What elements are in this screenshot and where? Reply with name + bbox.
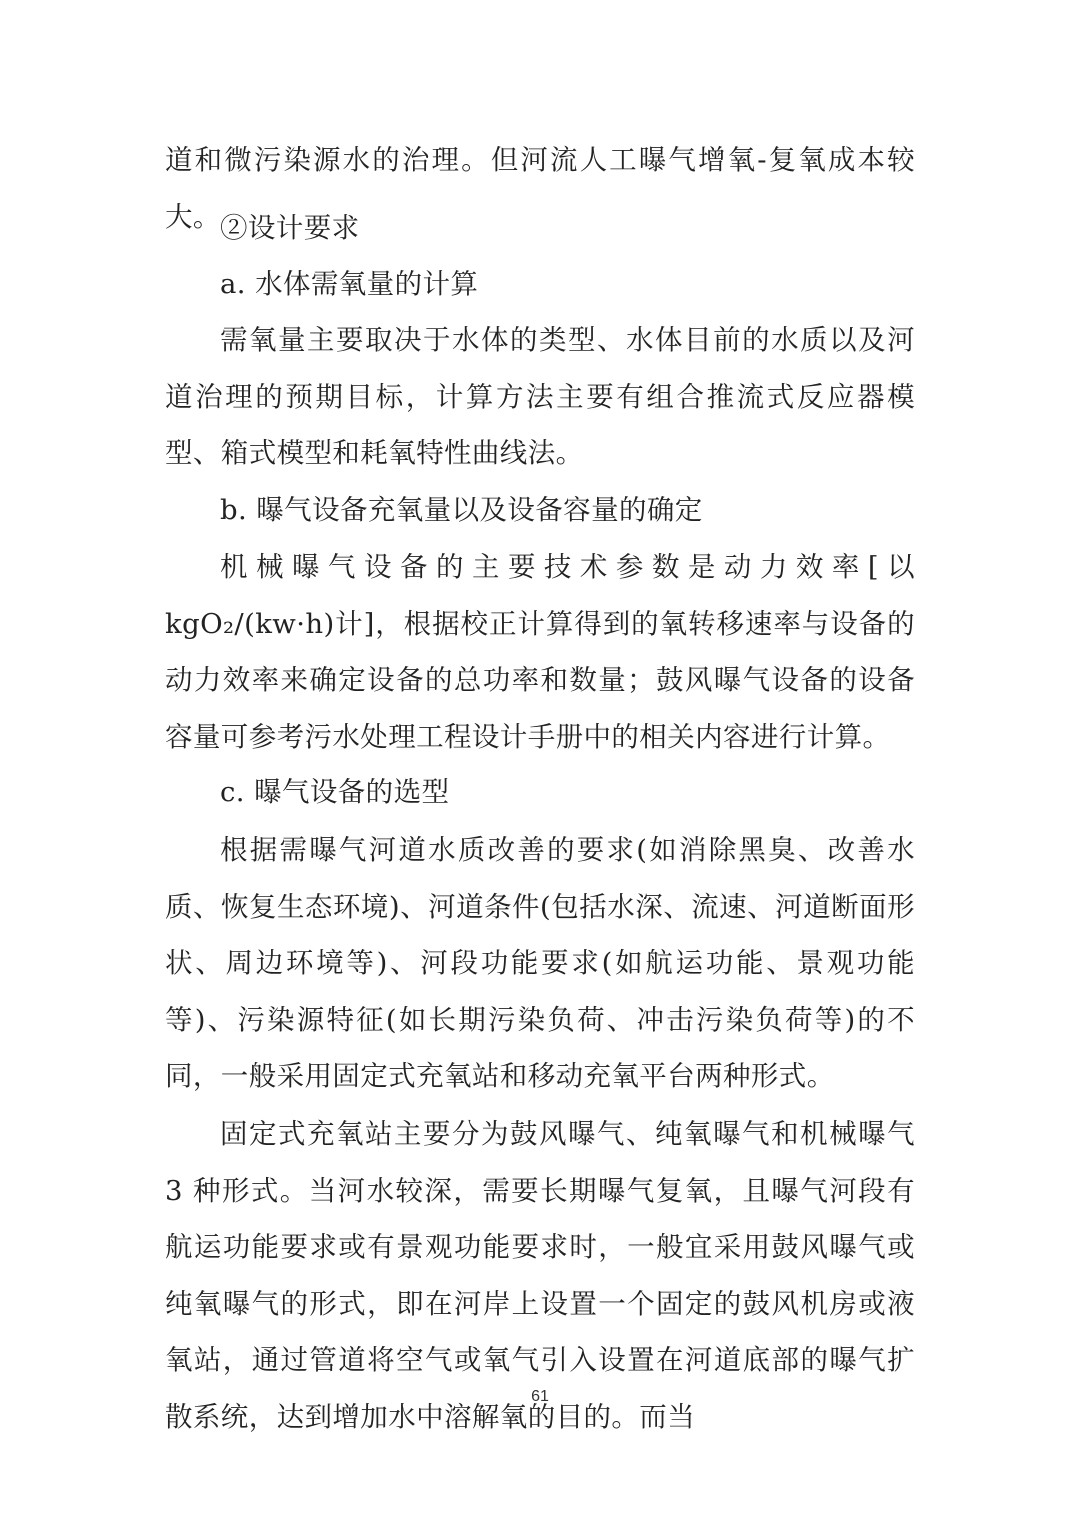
- paragraph-oxygen-capacity: 机械曝气设备的主要技术参数是动力效率[以 kgO₂/(kw·h)计]，根据校正计算得到的氧转移速率与设备的动力效率来确定设备的总功率和数量；鼓风曝气设备的设备容量可参考污水处理工程设计手册中的相关内容进行计算。: [165, 551, 915, 753]
- heading-oxygen-demand: a. 水体需氧量的计算: [220, 268, 479, 300]
- heading-equipment-selection: c. 曝气设备的选型: [220, 776, 450, 808]
- heading-oxygen-capacity: b. 曝气设备充氧量以及设备容量的确定: [220, 494, 703, 526]
- paragraph-equipment-selection: 根据需曝气河道水质改善的要求(如消除黑臭、改善水质、恢复生态环境)、河道条件(包括水深、流速、河道断面形状、周边环境等)、河段功能要求(如航运功能、景观功能等)、污染源特征(如长期污染负荷、冲击污染负荷等)的不同，一般采用固定式充氧站和移动充氧平台两种形式。: [165, 834, 915, 1092]
- page-number: 61: [531, 1388, 549, 1405]
- paragraph-continued: 道和微污染源水的治理。但河流人工曝气增氧-复氧成本较大。: [165, 144, 915, 233]
- heading-design-requirements: ②设计要求: [220, 212, 360, 244]
- paragraph-fixed-station: 固定式充氧站主要分为鼓风曝气、纯氧曝气和机械曝气 3 种形式。当河水较深，需要长期曝气复氧，且曝气河段有航运功能要求或有景观功能要求时，一般宜采用鼓风曝气或纯氧曝气的形式，即在河岸上设置一个固定的鼓风机房或液氧站，通过管道将空气或氧气引入设置在河道底部的曝气扩散系统，达到增加水中溶解氧的目的。而当: [165, 1118, 915, 1433]
- paragraph-oxygen-demand: 需氧量主要取决于水体的类型、水体目前的水质以及河道治理的预期目标，计算方法主要有组合推流式反应器模型、箱式模型和耗氧特性曲线法。: [165, 324, 915, 469]
